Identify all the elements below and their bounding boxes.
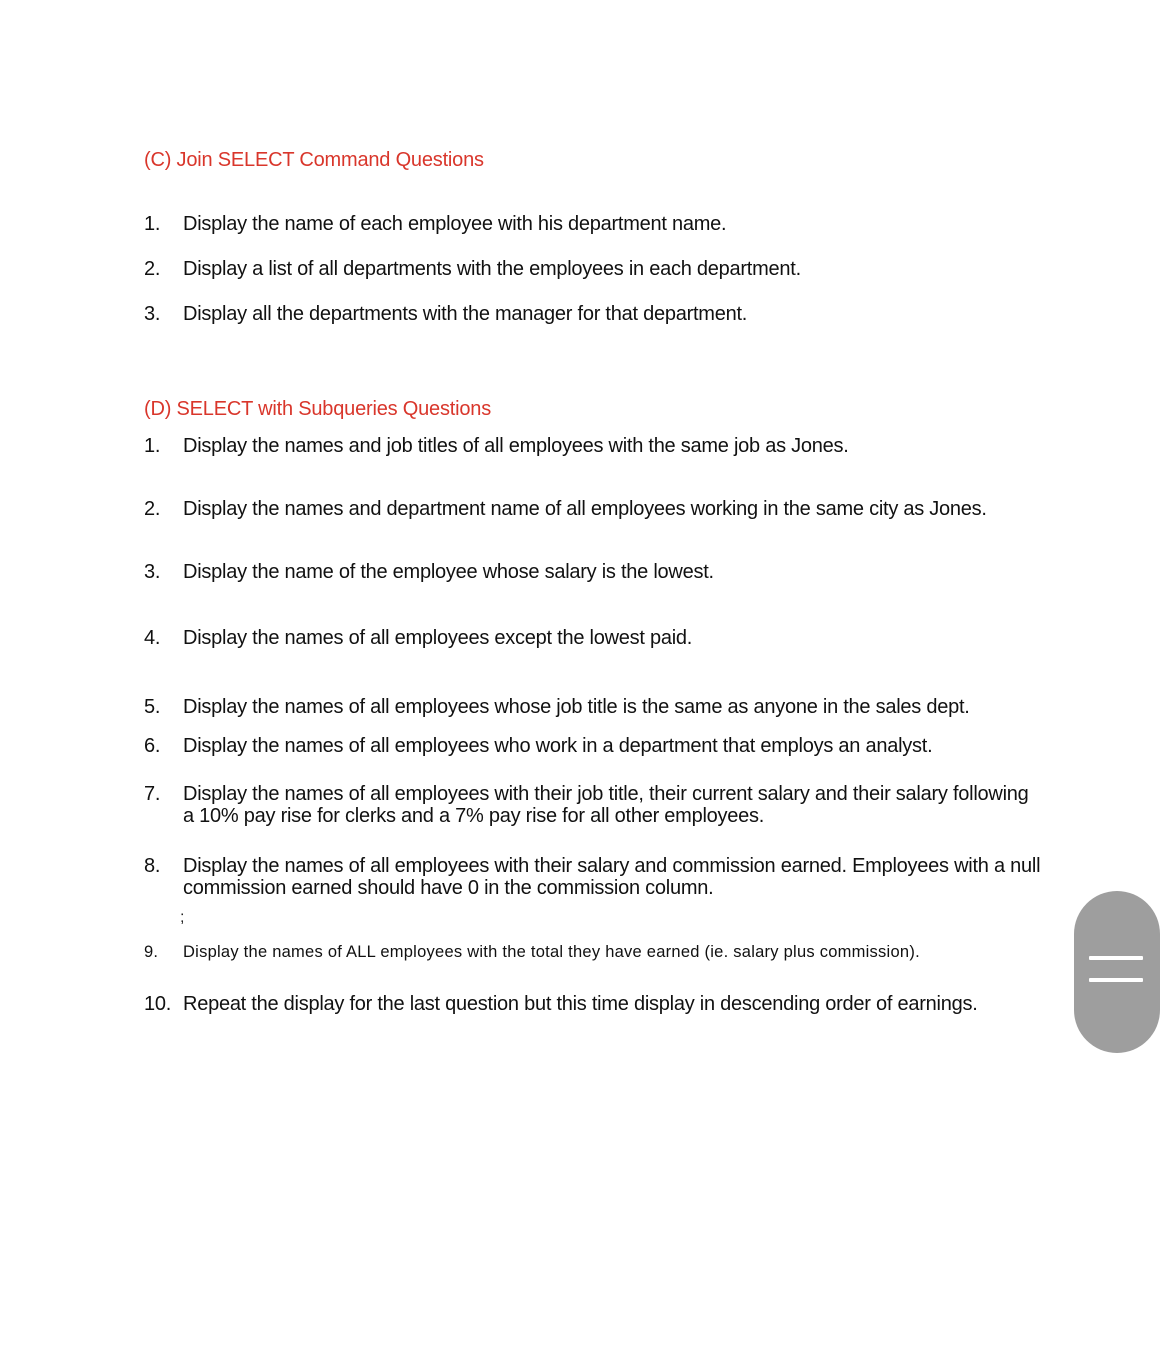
grip-line-bottom xyxy=(1089,978,1143,982)
item-text: Display the names and department name of all employees working in the same city as Jones. xyxy=(183,498,987,520)
item-number: 6. xyxy=(144,735,161,757)
item-number: 10. xyxy=(144,993,172,1015)
section-c-heading: (C) Join SELECT Command Questions xyxy=(144,149,484,171)
item-text: Repeat the display for the last question but this time display in descending order of earnings. xyxy=(183,993,978,1015)
item-text: Display the names of all employees except the lowest paid. xyxy=(183,627,693,649)
item-number: 1. xyxy=(144,213,161,235)
section-d-heading: (D) SELECT with Subqueries Questions xyxy=(144,398,492,420)
item-text: Display all the departments with the manager for that department. xyxy=(183,303,748,325)
item-number: 2. xyxy=(144,498,161,520)
item-text: Display the names of all employees with their job title, their current salary and their salary following a 10% pay rise for clerks and a 7% pay rise for all other employees. xyxy=(183,783,1029,827)
item-text: Display the names and job titles of all employees with the same job as Jones. xyxy=(183,435,849,457)
grip-line-top xyxy=(1089,956,1143,960)
item-number: 9. xyxy=(144,943,159,961)
item-number: 4. xyxy=(144,627,161,649)
stray-mark: ; xyxy=(180,909,185,926)
item-number: 7. xyxy=(144,783,161,805)
item-text: Display the name of the employee whose salary is the lowest. xyxy=(183,561,714,583)
item-text: Display the name of each employee with his department name. xyxy=(183,213,727,235)
item-text: Display the names of all employees who work in a department that employs an analyst. xyxy=(183,735,933,757)
scroll-handle[interactable] xyxy=(1074,891,1160,1053)
item-number: 5. xyxy=(144,696,161,718)
item-number: 3. xyxy=(144,303,161,325)
item-number: 3. xyxy=(144,561,161,583)
item-number: 2. xyxy=(144,258,161,280)
item-text: Display the names of ALL employees with the total they have earned (ie. salary plus commission). xyxy=(183,943,920,961)
item-text: Display the names of all employees with their salary and commission earned. Employees with a null commission earned should have 0 in the commission column. xyxy=(183,855,1041,899)
item-text: Display the names of all employees whose job title is the same as anyone in the sales dept. xyxy=(183,696,970,718)
item-number: 1. xyxy=(144,435,161,457)
item-text: Display a list of all departments with the employees in each department. xyxy=(183,258,801,280)
item-number: 8. xyxy=(144,855,161,877)
